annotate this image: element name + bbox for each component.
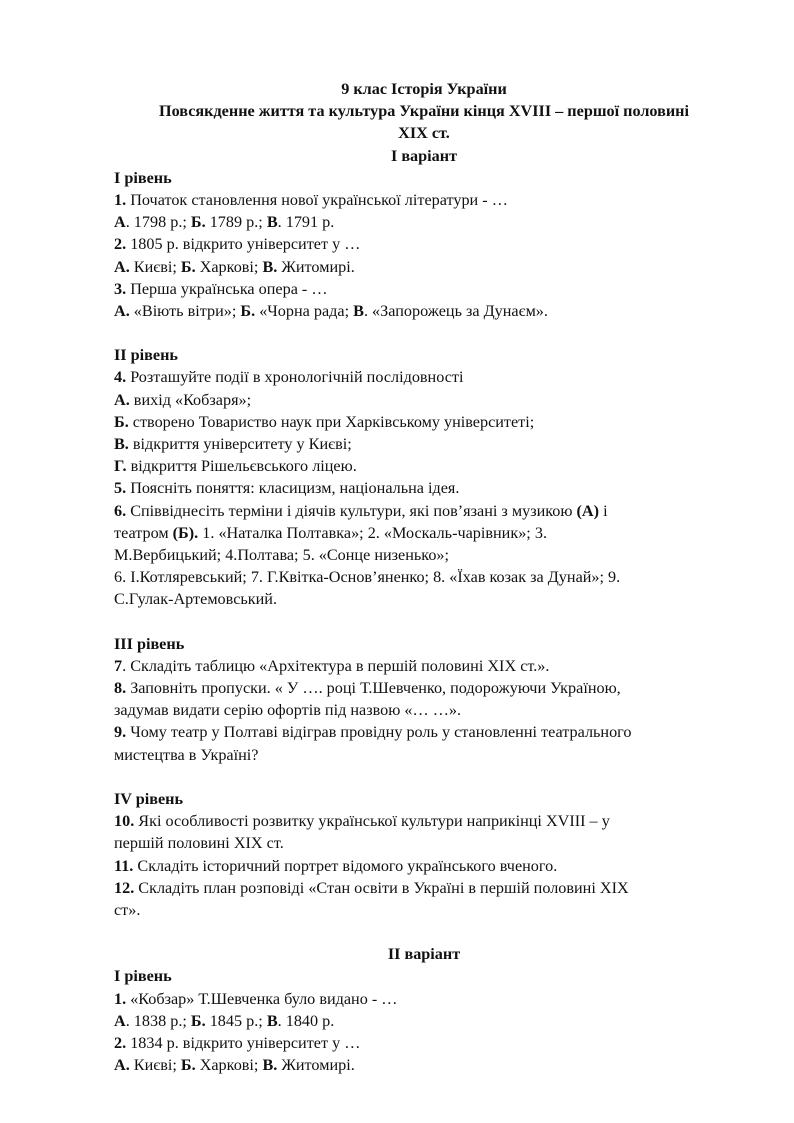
spacer	[114, 766, 734, 788]
question-4: 4. Розташуйте події в хронологічній послідовності	[114, 368, 464, 387]
spacer	[114, 322, 734, 344]
variant-1-title: I варіант	[390, 146, 458, 165]
question-7: 7. Складіть таблицю «Архітектура в першій половині XIX ст.».	[114, 656, 550, 675]
question-2-options: А. Києві; Б. Харкові; В. Житомирі.	[114, 257, 355, 276]
variant-2-level-1-title: I рівень	[114, 967, 172, 986]
question-3: 3. Перша українська опера - …	[114, 279, 328, 298]
header-topic: Повсякденне життя та культура України кінця XVIII – першої половині	[159, 102, 689, 121]
level-1-title: I рівень	[114, 168, 172, 187]
question-1-options: А. 1798 р.; Б. 1789 р.; В. 1791 р.	[114, 213, 335, 232]
question-4-option-b: Б. створено Товариство наук при Харківському університеті;	[114, 412, 535, 431]
level-2-title: II рівень	[114, 346, 178, 365]
question-6-line-4: 6. І.Котляревський; 7. Г.Квітка-Основ’яненко; 8. «Їхав козак за Дунай»; 9.	[114, 568, 621, 587]
question-12-line-2: ст».	[114, 900, 141, 919]
level-4-title: IV рівень	[114, 789, 184, 808]
spacer	[114, 921, 734, 943]
level-3-title: III рівень	[114, 634, 185, 653]
question-11: 11. Складіть історичний портрет відомого українського вченого.	[114, 856, 558, 875]
question-8-line-2: задумав видати серію офортів під назвою «… …».	[114, 701, 462, 720]
question-10-line-2: першій половині XIX ст.	[114, 834, 284, 853]
worksheet-page	[114, 78, 734, 1076]
v2-question-1: 1. «Кобзар» Т.Шевченка було видано - …	[114, 989, 398, 1008]
question-4-option-a: А. вихід «Кобзаря»;	[114, 390, 252, 409]
question-10: 10. Які особливості розвитку української культури наприкінці XVIII – у	[114, 812, 610, 831]
question-2: 2. 1805 р. відкрито університет у …	[114, 235, 361, 254]
question-6-line-5: С.Гулак-Артемовський.	[114, 590, 278, 609]
header-topic-cont: XIX ст.	[398, 124, 450, 143]
variant-2-title: II варіант	[387, 945, 461, 964]
question-12: 12. Складіть план розповіді «Стан освіти в Україні в першій половині XIX	[114, 878, 629, 897]
v2-question-2-options: А. Києві; Б. Харкові; В. Житомирі.	[114, 1056, 355, 1075]
v2-question-2: 2. 1834 р. відкрито університет у …	[114, 1033, 361, 1052]
header-grade-subject: 9 клас Історія України	[341, 80, 507, 98]
question-3-options: А. «Віють вітри»; Б. «Чорна рада; В. «Запорожець за Дунаєм».	[114, 302, 548, 321]
question-9-line-2: мистецтва в Україні?	[114, 745, 259, 764]
question-8: 8. Заповніть пропуски. « У …. році Т.Шевченко, подорожуючи Україною,	[114, 679, 621, 698]
question-1: 1. Початок становлення нової української літератури - …	[114, 191, 508, 210]
spacer	[114, 611, 734, 633]
question-4-option-c: В. відкриття університету у Києві;	[114, 435, 352, 454]
question-6: 6. Співвіднесіть терміни і діячів культури, які пов’язані з музикою (А) і	[114, 501, 608, 520]
question-4-option-d: Г. відкриття Рішельєвського ліцею.	[114, 457, 357, 476]
question-6-line-3: М.Вербицький; 4.Полтава; 5. «Сонце низенько»;	[114, 546, 450, 565]
question-6-line-2: театром (Б). 1. «Наталка Полтавка»; 2. «Москаль-чарівник»; 3.	[114, 523, 547, 542]
v2-question-1-options: А. 1838 р.; Б. 1845 р.; В. 1840 р.	[114, 1011, 335, 1030]
question-9: 9. Чому театр у Полтаві відіграв провідну роль у становленні театрального	[114, 723, 632, 742]
question-5: 5. Поясніть поняття: класицизм, національна ідея.	[114, 479, 460, 498]
